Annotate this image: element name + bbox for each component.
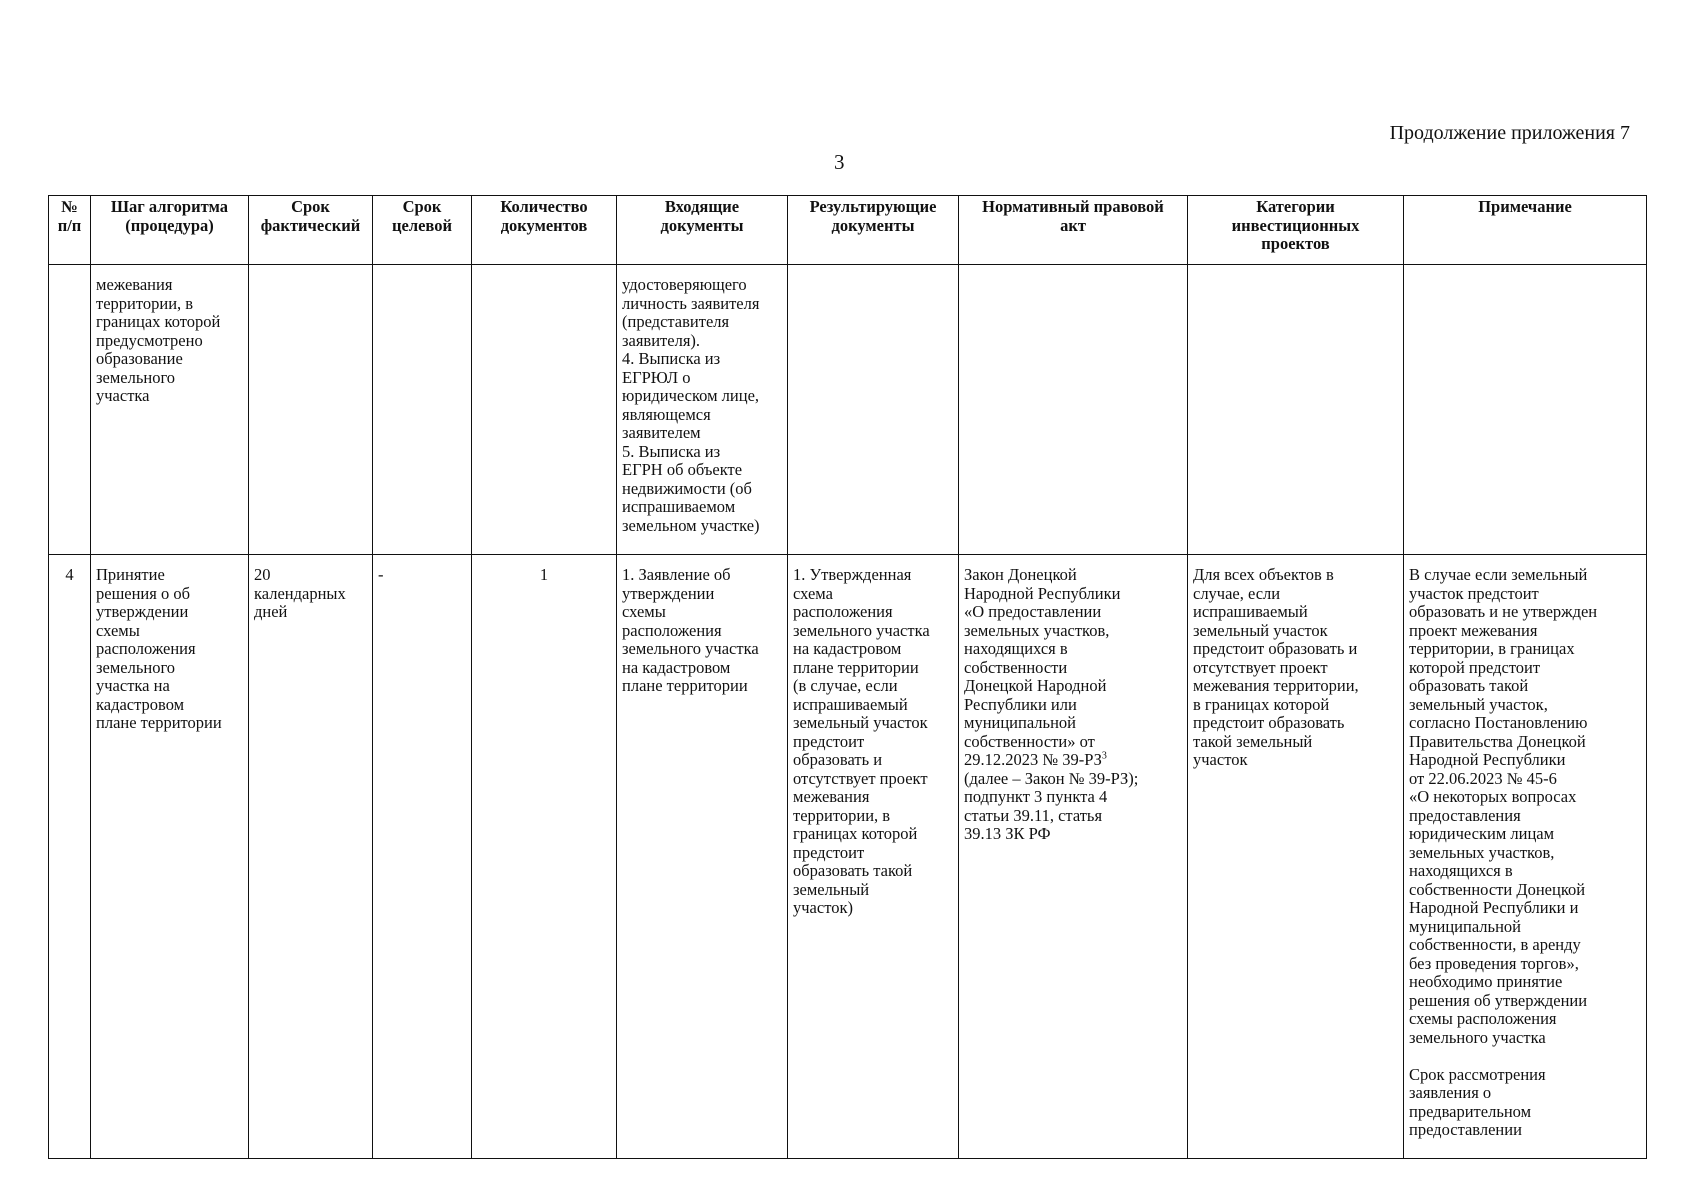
table-row: [49, 555, 1647, 1159]
cell-legal-act: [959, 265, 1188, 555]
col-header-note: Примечание: [1404, 196, 1647, 265]
cell-note: В случае если земельный участок предстоит образовать и не утвержден проект межевания территории, в границах которой предстоит образовать такой земельный участок, согласно Постановлению Правительства Донецкой Народной Республики от 22.06.2023 № 45-6 «О некоторых вопросах предоставления юридическим лицам земельных участков, находящихся в собственности Донецкой Народной Республики и муниципальной собственности, в аренду без проведения торгов», необходимо принятие решения об утверждении схемы расположения земельного участка Срок рассмотрения заявления о предварительном предоставлении: [1404, 555, 1647, 1159]
col-header-doc-count: Количество документов: [472, 196, 617, 265]
col-header-incoming-docs: Входящие документы: [617, 196, 788, 265]
cell-categories: [1188, 265, 1404, 555]
cell-target-term: [373, 265, 472, 555]
cell-fact-term: [249, 265, 373, 555]
cell-incoming-docs: 1. Заявление об утверждении схемы расположения земельного участка на кадастровом плане территории: [617, 555, 788, 1159]
appendix-continuation-label: Продолжение приложения 7: [1389, 122, 1630, 144]
cell-step: межевания территории, в границах которой предусмотрено образование земельного участка: [91, 265, 249, 555]
cell-target-term: -: [373, 555, 472, 1159]
cell-resulting-docs: 1. Утвержденная схема расположения земельного участка на кадастровом плане территории (в случае, если испрашиваемый земельный участок предстоит образовать и отсутствует проект межевания территории, в границах которой предстоит образовать такой земельный участок): [788, 555, 959, 1159]
cell-doc-count: [472, 265, 617, 555]
cell-number: 4: [49, 555, 91, 1159]
footnote-marker: 3: [1101, 750, 1107, 762]
col-header-step: Шаг алгоритма (процедура): [91, 196, 249, 265]
col-header-target-term: Срок целевой: [373, 196, 472, 265]
cell-incoming-docs: удостоверяющего личность заявителя (представителя заявителя). 4. Выписка из ЕГРЮЛ о юридическом лице, являющемся заявителем 5. Выписка из ЕГРН об объекте недвижимости (об испрашиваемом земельном участке): [617, 265, 788, 555]
cell-categories: Для всех объектов в случае, если испрашиваемый земельный участок предстоит образовать и отсутствует проект межевания территории, в границах которой предстоит образовать такой земельный участок: [1188, 555, 1404, 1159]
table-header-row: [49, 196, 1647, 265]
col-header-legal-act: Нормативный правовой акт: [959, 196, 1188, 265]
cell-legal-act: [959, 555, 1188, 1159]
cell-step: Принятие решения о об утверждении схемы расположения земельного участка на кадастровом плане территории: [91, 555, 249, 1159]
col-header-fact-term: Срок фактический: [249, 196, 373, 265]
table-row: [49, 265, 1647, 555]
procedure-table: [48, 195, 1647, 1159]
cell-resulting-docs: [788, 265, 959, 555]
cell-fact-term: 20 календарных дней: [249, 555, 373, 1159]
legal-act-text: Закон Донецкой Народной Республики «О предоставлении земельных участков, находящихся в собственности Донецкой Народной Республики или муниципальной собственности» от 29.12.2023 № 39-РЗ: [964, 565, 1121, 769]
col-header-number: № п/п: [49, 196, 91, 265]
cell-doc-count: 1: [472, 555, 617, 1159]
page-number: 3: [834, 150, 845, 174]
col-header-resulting-docs: Результирующие документы: [788, 196, 959, 265]
col-header-categories: Категории инвестиционных проектов: [1188, 196, 1404, 265]
cell-note: [1404, 265, 1647, 555]
legal-act-text-continued: (далее – Закон № 39-РЗ); подпункт 3 пункта 4 статьи 39.11, статья 39.13 ЗК РФ: [964, 768, 1139, 843]
cell-number: [49, 265, 91, 555]
